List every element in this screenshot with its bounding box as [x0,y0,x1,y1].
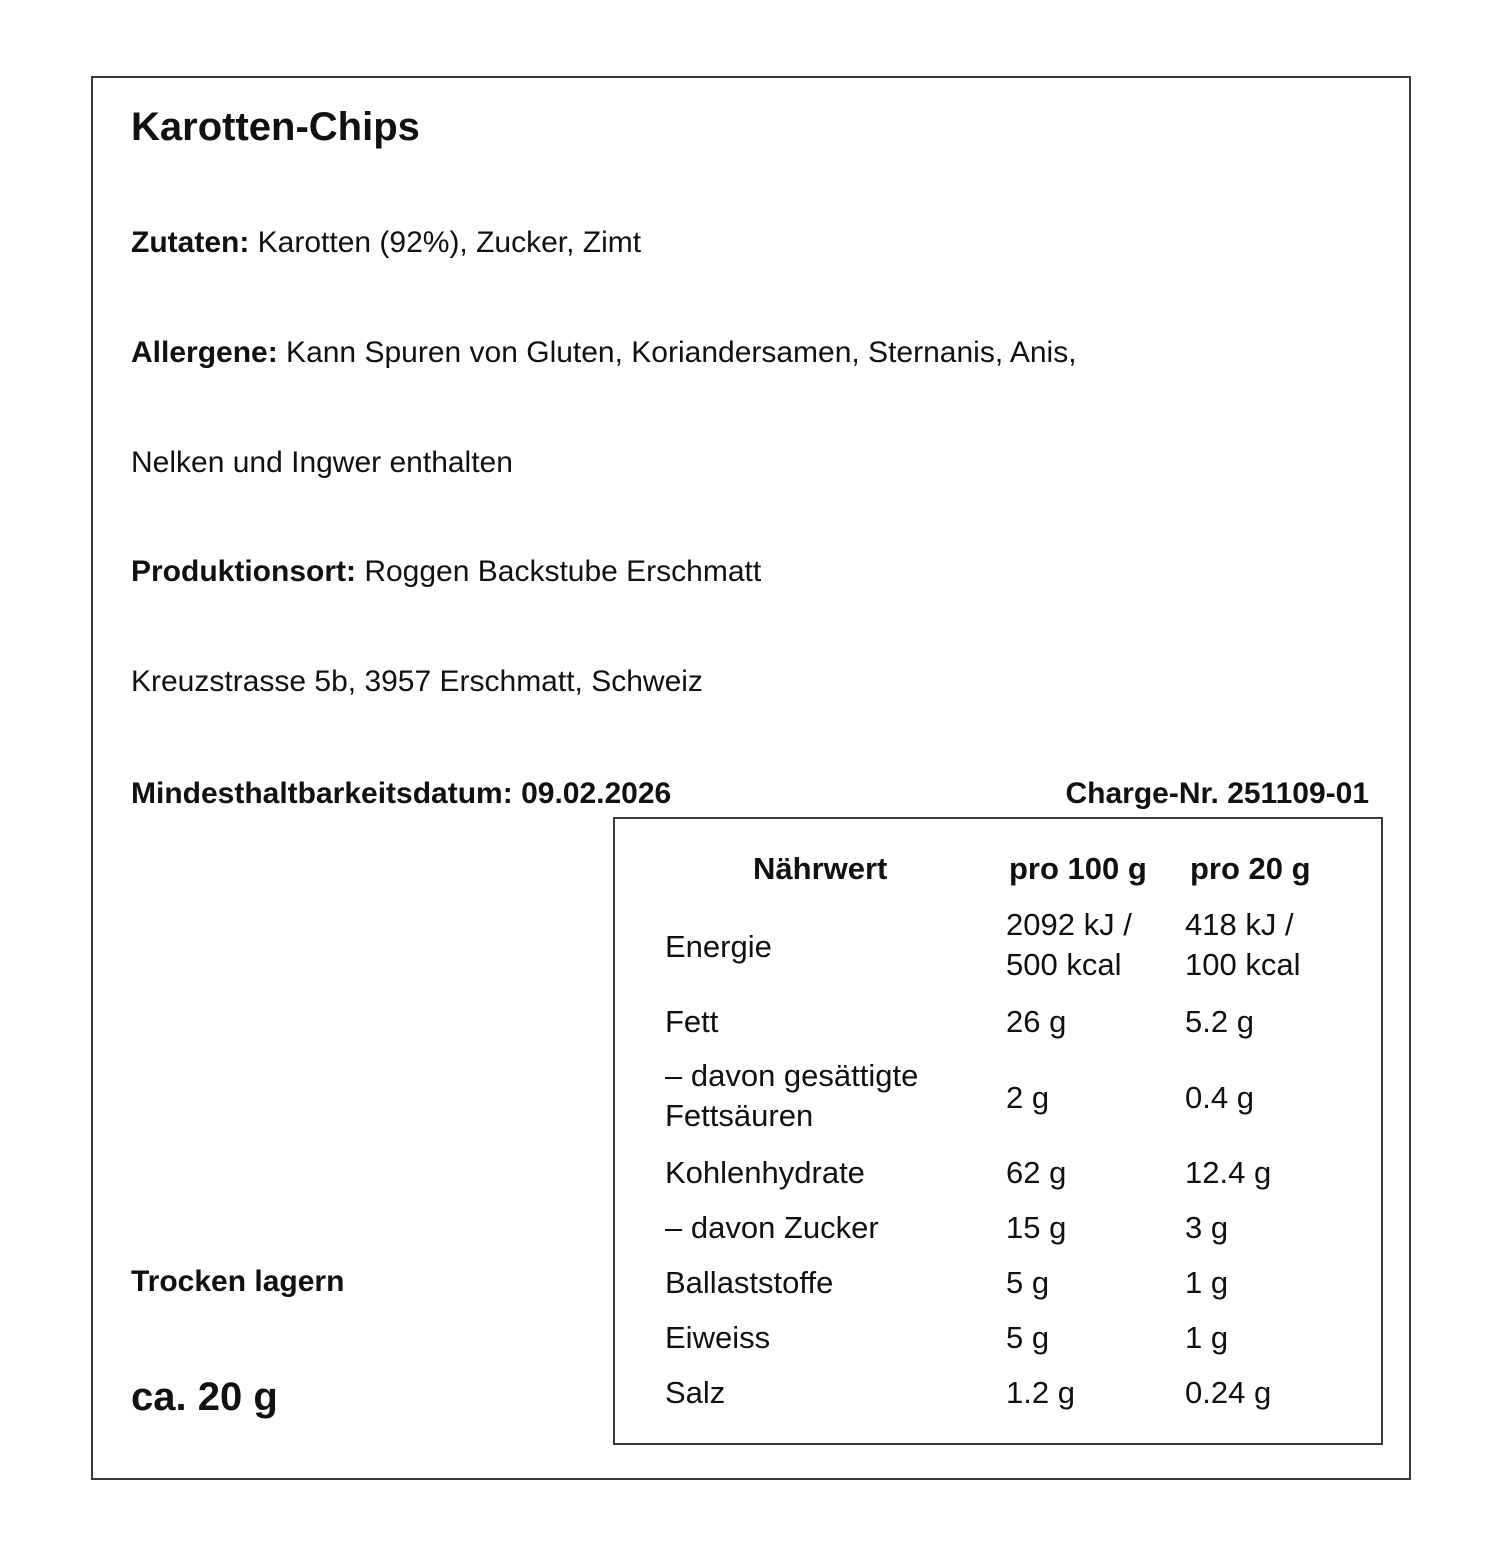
nutrition-row-fat-per20: 5.2 g [1185,1004,1254,1039]
nutrition-row-salt-name: Salz [665,1375,726,1410]
nutrition-header-name: Nährwert [753,851,888,886]
nutrition-row-energy-name: Energie [665,929,772,964]
nutrition-table [613,817,1383,1445]
ingredients-label: Zutaten: [131,226,250,259]
nutrition-row-saturated-per20: 0.4 g [1185,1080,1254,1115]
nutrition-row-salt-per100: 1.2 g [1006,1375,1075,1410]
product-title: Karotten-Chips [131,105,420,149]
nutrition-row-saturated-name-1: – davon gesättigte [665,1058,919,1093]
best-before-value: 09.02.2026 [512,777,672,810]
allergens-text-1: Kann Spuren von Gluten, Koriandersamen, Sternanis, Anis, [277,336,1077,369]
allergens-line-1 [131,335,1077,371]
product-label [91,76,1411,1480]
nutrition-row-protein-name: Eiweiss [665,1320,771,1355]
net-weight: ca. 20 g [131,1375,278,1419]
allergens-label: Allergene: [131,336,278,369]
storage-note: Trocken lagern [131,1265,345,1298]
nutrition-row-carbs-name: Kohlenhydrate [665,1155,865,1190]
production-name: Roggen Backstube Erschmatt [356,555,762,588]
nutrition-row-carbs-per100: 62 g [1006,1155,1067,1190]
nutrition-row-energy-per100-kj: 2092 kJ / [1006,907,1132,942]
nutrition-row-sugar-per100: 15 g [1006,1210,1067,1245]
nutrition-row-fat-name: Fett [665,1004,719,1039]
production-line [131,554,761,590]
ingredients-text: Karotten (92%), Zucker, Zimt [249,226,642,259]
nutrition-row-energy-per20-kj: 418 kJ / [1185,907,1294,942]
nutrition-row-fiber-per20: 1 g [1185,1265,1229,1300]
nutrition-row-fiber-name: Ballaststoffe [665,1265,834,1300]
nutrition-row-fiber-per100: 5 g [1006,1265,1050,1300]
nutrition-row-sugar-name: – davon Zucker [665,1210,879,1245]
nutrition-row-protein-per100: 5 g [1006,1320,1050,1355]
nutrition-row-energy-per100-kcal: 500 kcal [1006,947,1122,982]
nutrition-row-carbs-per20: 12.4 g [1185,1155,1272,1190]
ingredients-line [131,225,641,261]
allergens-line-2: Nelken und Ingwer enthalten [131,446,513,479]
nutrition-header-per20: pro 20 g [1190,851,1311,886]
nutrition-row-saturated-name-2: Fettsäuren [665,1098,814,1133]
production-address: Kreuzstrasse 5b, 3957 Erschmatt, Schweiz [131,665,703,698]
nutrition-row-salt-per20: 0.24 g [1185,1375,1272,1410]
nutrition-row-protein-per20: 1 g [1185,1320,1229,1355]
nutrition-row-sugar-per20: 3 g [1185,1210,1229,1245]
best-before-line [131,776,671,812]
nutrition-row-saturated-per100: 2 g [1006,1080,1050,1115]
nutrition-row-energy-per20-kcal: 100 kcal [1185,947,1301,982]
batch-number: Charge-Nr. 251109-01 [1065,777,1369,810]
nutrition-header-per100: pro 100 g [1009,851,1147,886]
production-label: Produktionsort: [131,555,356,588]
nutrition-row-fat-per100: 26 g [1006,1004,1067,1039]
best-before-label: Mindesthaltbarkeitsdatum: [131,777,513,810]
